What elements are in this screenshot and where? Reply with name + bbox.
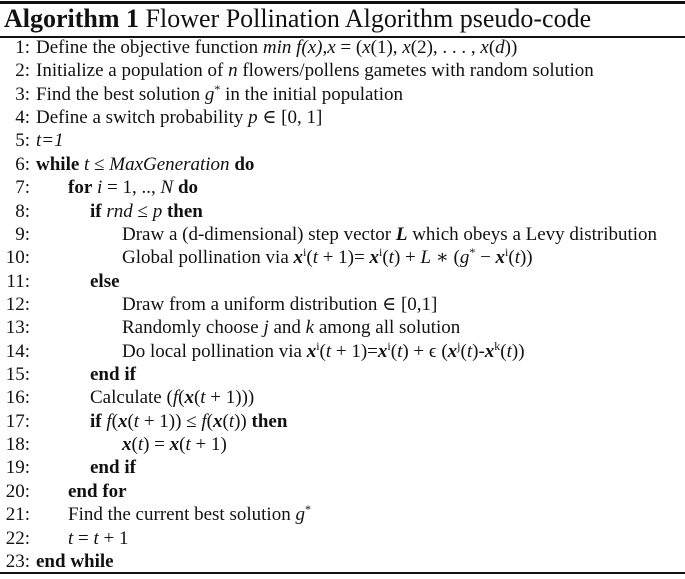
text-segment: ∈ [0, 1]	[257, 107, 323, 129]
math-token: x	[369, 247, 379, 269]
line-text	[36, 106, 322, 129]
line-text	[90, 410, 287, 433]
algorithm-label: Algorithm 1	[4, 4, 140, 33]
text-segment: (	[488, 37, 496, 58]
text-segment: ) + ϵ (	[402, 340, 448, 362]
line-text	[122, 246, 533, 269]
text-segment: Draw a (d-dimensional) step vector	[122, 223, 396, 245]
line-text	[36, 36, 517, 59]
keyword: if	[90, 410, 102, 432]
math-token: *	[304, 502, 311, 517]
line-number: 8:	[15, 200, 30, 222]
math-token: x	[213, 410, 223, 432]
math-token: x	[362, 37, 371, 58]
math-token: x	[306, 340, 317, 362]
math-token: f	[172, 387, 179, 409]
text-segment: ≤	[132, 200, 153, 222]
math-token: x	[447, 340, 458, 362]
line-text	[36, 59, 594, 82]
line-number: 9:	[15, 223, 30, 245]
text-segment: among all solution	[314, 317, 461, 339]
math-token: x	[122, 434, 132, 456]
text-segment: Initialize a population of	[36, 60, 229, 82]
math-token: t	[137, 434, 144, 456]
line-text	[122, 293, 437, 316]
text-segment: Find the current best solution	[68, 504, 296, 526]
math-token: *	[469, 245, 476, 260]
math-token: f	[106, 410, 112, 432]
math-token: t	[466, 340, 473, 362]
keyword: end for	[68, 480, 127, 502]
math-token: x	[293, 247, 304, 269]
text-segment: Calculate (	[90, 387, 173, 409]
line-number: 5:	[15, 130, 30, 152]
line-text	[122, 340, 525, 363]
math-token: x	[495, 247, 506, 269]
math-token: x	[480, 37, 489, 58]
text-segment: + 1)=	[317, 247, 370, 269]
line-number: 15:	[5, 364, 30, 386]
keyword: end if	[90, 364, 136, 386]
text-segment: ) +	[393, 247, 421, 269]
line-number: 14:	[5, 340, 30, 362]
math-token: t	[506, 340, 512, 362]
text-segment: ,	[322, 37, 328, 58]
math-token: t	[185, 434, 191, 456]
text-segment: + 1)=	[331, 340, 378, 362]
line-number: 3:	[15, 83, 30, 105]
math-token: n	[228, 60, 238, 82]
math-token: t	[397, 340, 403, 362]
keyword: do	[234, 153, 255, 175]
line-text	[122, 316, 460, 339]
text-segment: Define a switch probability	[36, 107, 249, 129]
text-segment: Draw from a uniform distribution ∈ [0,1]	[122, 293, 438, 315]
math-token: x	[169, 434, 180, 456]
line-number: 16:	[5, 387, 30, 409]
line-number: 6:	[15, 153, 30, 175]
math-token: g	[295, 504, 305, 526]
math-token: g	[459, 247, 470, 269]
text-segment: Global pollination via	[122, 247, 294, 269]
keyword: then	[166, 200, 203, 222]
text-segment: flowers/pollens gametes with random solution	[237, 60, 594, 82]
math-token: i	[387, 338, 391, 353]
math-token: x	[484, 340, 495, 362]
keyword: while	[36, 153, 80, 175]
text-segment: Do local pollination via	[122, 340, 307, 362]
text-segment: (	[222, 410, 229, 432]
line-number: 21:	[5, 504, 30, 526]
text-segment: (	[382, 247, 389, 269]
line-text	[68, 527, 129, 550]
math-token: t	[228, 410, 235, 432]
math-token: x	[402, 37, 411, 58]
line-text	[90, 456, 136, 479]
algorithm-title: Flower Pollination Algorithm pseudo-code	[145, 4, 592, 33]
keyword: do	[177, 177, 199, 199]
line-number: 10:	[5, 247, 30, 269]
text-segment: (	[390, 340, 398, 362]
text-segment: (	[178, 387, 185, 409]
math-token: L	[420, 247, 432, 269]
math-token: t	[93, 527, 99, 549]
line-text	[90, 363, 136, 386]
text-segment: in the initial population	[220, 83, 403, 105]
math-token: i	[378, 245, 383, 260]
text-segment: )-	[472, 340, 485, 362]
text-segment: =	[73, 527, 94, 549]
text-segment: (	[508, 247, 515, 269]
text-segment: and	[268, 317, 306, 339]
math-token: k	[494, 338, 501, 353]
text-segment: ) =	[143, 434, 170, 456]
math-token: L	[395, 223, 408, 245]
math-token: t	[325, 340, 332, 362]
text-segment: ∗ (	[431, 247, 460, 269]
line-text	[68, 480, 127, 503]
text-segment: + 1)) ≤	[139, 410, 202, 432]
math-token: p	[248, 107, 258, 129]
math-token: rnd	[106, 200, 133, 222]
text-segment: ))	[234, 410, 252, 432]
text-segment: (	[306, 247, 313, 269]
line-number: 23:	[5, 550, 30, 572]
text-segment: (2), . . . ,	[410, 37, 481, 58]
math-token: t	[68, 527, 74, 549]
line-text	[68, 503, 311, 526]
math-token: t	[84, 153, 90, 175]
line-text	[36, 129, 64, 152]
math-token: x	[327, 37, 336, 58]
text-segment: + 1)))	[205, 387, 255, 409]
text-segment: + 1	[98, 527, 129, 549]
line-number: 22:	[5, 527, 30, 549]
line-text	[122, 223, 657, 246]
text-segment: = (	[335, 37, 363, 58]
keyword: for	[68, 177, 93, 199]
line-text	[36, 83, 403, 106]
math-token: x	[184, 387, 194, 409]
keyword: then	[251, 410, 288, 432]
math-token: x	[377, 340, 388, 362]
math-token: j	[457, 338, 461, 353]
keyword: end if	[90, 457, 136, 479]
math-token: t=1	[36, 130, 64, 152]
keyword: if	[90, 200, 102, 222]
line-number: 20:	[5, 480, 30, 502]
text-segment: (	[500, 340, 507, 362]
text-segment: Define the objective function	[36, 37, 263, 58]
line-text	[36, 153, 254, 176]
text-segment: ))	[504, 37, 518, 58]
text-segment: (	[206, 410, 213, 432]
math-token: f	[201, 410, 207, 432]
text-segment: + 1)	[190, 434, 227, 456]
math-token: i	[316, 338, 320, 353]
text-segment: (	[193, 387, 201, 409]
text-segment: = 1, ..,	[102, 177, 161, 199]
math-token: t	[312, 247, 318, 269]
math-token: x	[117, 410, 128, 432]
text-segment: (	[179, 434, 186, 456]
math-token: *	[214, 81, 221, 96]
text-segment: (	[131, 434, 138, 456]
text-segment: Find the best solution	[36, 83, 205, 105]
line-number: 18:	[5, 434, 30, 456]
line-number: 4:	[15, 107, 30, 129]
line-number: 7:	[15, 177, 30, 199]
math-token: MaxGeneration	[109, 153, 230, 175]
math-token: t	[514, 247, 520, 269]
text-segment: (	[127, 410, 134, 432]
text-segment: ))	[511, 340, 525, 362]
algorithm-caption	[4, 4, 591, 34]
math-token: t	[133, 410, 140, 432]
math-token: d	[495, 37, 505, 58]
text-segment: (	[111, 410, 118, 432]
keyword: else	[90, 270, 120, 292]
math-token: g	[204, 83, 215, 105]
text-segment: which obeys a Levy distribution	[407, 223, 658, 245]
line-number: 2:	[15, 60, 30, 82]
math-token: i	[505, 245, 509, 260]
line-text	[122, 433, 227, 456]
text-segment: (	[319, 340, 326, 362]
math-token: j	[263, 317, 269, 339]
text-segment: −	[475, 247, 496, 269]
math-token: i	[97, 177, 103, 199]
text-segment: ))	[519, 247, 533, 269]
line-number: 13:	[5, 317, 30, 339]
math-token: N	[160, 177, 174, 199]
line-number: 12:	[5, 293, 30, 315]
math-token: k	[305, 317, 315, 339]
math-token: p	[152, 200, 163, 222]
bottom-rule	[0, 572, 685, 574]
text-segment: Randomly choose	[122, 317, 264, 339]
text-segment: ≤	[89, 153, 110, 175]
line-text	[36, 550, 114, 573]
text-segment: (	[460, 340, 467, 362]
math-token: t	[388, 247, 394, 269]
line-text	[90, 200, 203, 223]
line-text	[68, 176, 198, 199]
line-number: 11:	[6, 270, 30, 292]
line-number: 19:	[5, 457, 30, 479]
line-text	[90, 270, 120, 293]
line-number: 17:	[5, 410, 30, 432]
line-number: 1:	[15, 37, 30, 58]
math-token: i	[303, 245, 307, 260]
keyword: end while	[36, 550, 114, 572]
math-token: min f(x)	[262, 37, 323, 58]
line-text	[90, 386, 254, 409]
text-segment: (1),	[370, 37, 403, 58]
math-token: t	[200, 387, 206, 409]
